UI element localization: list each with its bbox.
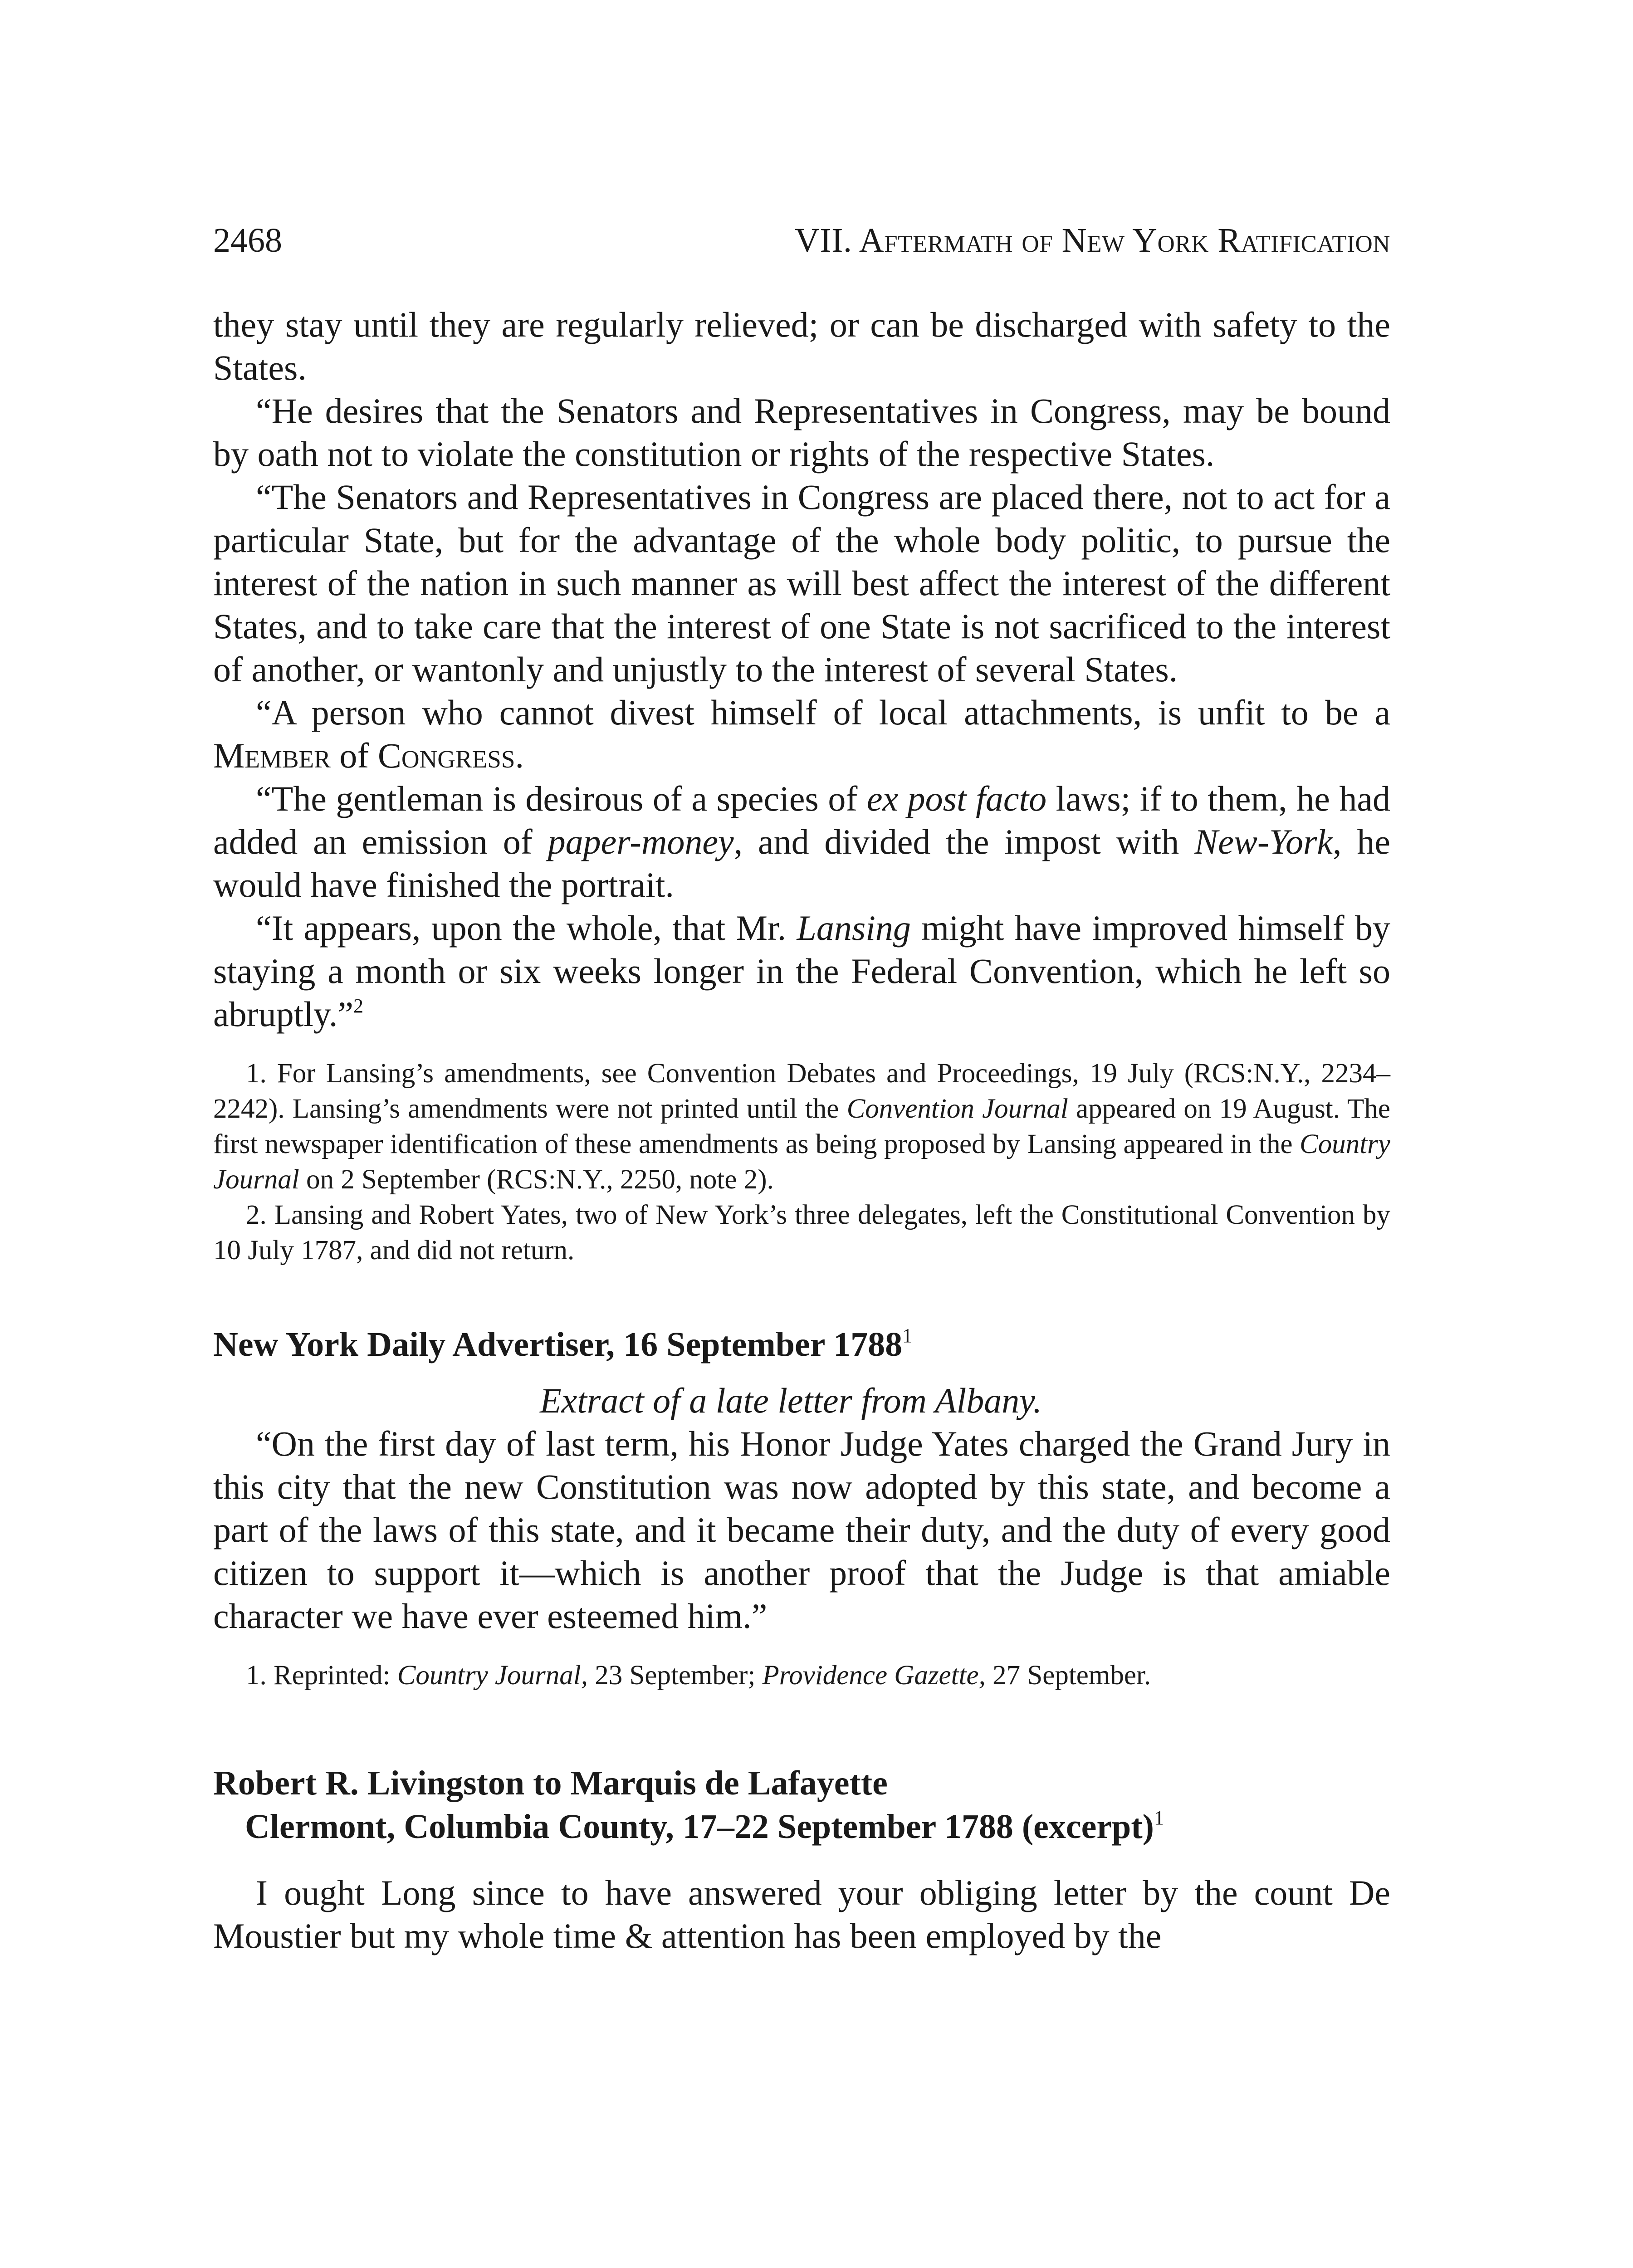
paragraph-ex-post-facto: “The gentleman is desirous of a species of ex post facto laws; if to them, he had added an emission of paper-money, and divided the impost with New-York, he would have finished the portrait. xyxy=(213,779,1390,904)
paragraph-livingston-letter: I ought Long since to have answered your obliging letter by the count De Moustier but my whole time & attention has been employed by the xyxy=(213,1873,1390,1955)
paper-money-italic: paper-money xyxy=(548,822,734,861)
heading-footnote-ref: 1 xyxy=(1154,1807,1164,1829)
paragraph-oath: “He desires that the Senators and Representatives in Congress, may be bound by oath not to violate the constitution or rights of the respective States. xyxy=(213,391,1390,474)
dateline: Extract of a late letter from Albany. xyxy=(540,1381,1042,1420)
section-heading-daily-advertiser: New York Daily Advertiser, 16 September 1788$^1$ xyxy=(213,1325,913,1364)
footnote-2: 2. Lansing and Robert Yates, two of New York’s three delegates, left the Constitutional Convention by 10 July 1787, and did not return. xyxy=(213,1200,1390,1266)
paragraph-continued: they stay until they are regularly relieved; or can be discharged with safety to the States. xyxy=(213,305,1390,387)
footnote-reprinted: 1. Reprinted: Country Journal, 23 September; Providence Gazette, 27 September. xyxy=(246,1660,1151,1691)
paragraph-judge-yates: “On the first day of last term, his Honor Judge Yates charged the Grand Jury in this city that the new Constitution was now adopted by this state, and become a part of the laws of this state, and it became their duty, and the duty of every good citizen to support it—which is another proof that the Judge is that amiable character we have ever esteemed him.” xyxy=(213,1424,1390,1636)
footnotes-section1 xyxy=(213,1056,1390,1268)
paragraph-lansing: “It appears, upon the whole, that Mr. Lansing might have improved himself by staying a month or six weeks longer in the Federal Convention, which he left so abruptly.”$^2$ xyxy=(213,908,1390,1034)
body-text xyxy=(213,303,1390,1957)
new-york-italic: New-York xyxy=(1194,822,1333,861)
paragraph-senators: “The Senators and Representatives in Congress are placed there, not to act for a particular State, but for the advantage of the whole body politic, to pursue the interest of the nation in such manner as will best affect the interest of the different States, and to take care that the interest of one State is not sacrificed to the interest of another, or wantonly and unjustly to the interest of several States. xyxy=(213,477,1390,689)
congress-smallcaps: Congress xyxy=(377,736,515,775)
lansing-italic: Lansing xyxy=(797,908,911,948)
footnote-1: 1. For Lansing’s amendments, see Convention Debates and Proceedings, 19 July (RCS:N.Y., 2234–2242). Lansing’s amendments were not printed until the Convention Journal appeared on 19 August. The first newspaper identification of these amendments as being proposed by Lansing appeared in the Country Journal on 2 September (RCS:N.Y., 2250, note 2). xyxy=(213,1058,1390,1195)
member-smallcaps: Member xyxy=(213,736,331,775)
heading-footnote-ref: 1 xyxy=(902,1325,913,1347)
footnotes-section2 xyxy=(213,1658,1390,1693)
ex-post-facto-italic: ex post facto xyxy=(866,779,1047,818)
paragraph-local-attachments: “A person who cannot divest himself of local attachments, is unfit to be a Member of Congress. xyxy=(213,693,1390,775)
section-heading-livingston: Robert R. Livingston to Marquis de Lafayette Clermont, Columbia County, 17–22 September 1788 (excerpt)$^1$ xyxy=(213,1761,1390,1848)
running-head-title: VII. Aftermath of New York Ratification xyxy=(794,221,1390,259)
page-number: 2468 xyxy=(213,221,282,259)
heading-subline: Clermont, Columbia County, 17–22 September 1788 (excerpt)$^1$ xyxy=(245,1807,1164,1846)
footnote-ref-2: 2 xyxy=(353,995,363,1017)
document-page xyxy=(213,0,1390,2268)
